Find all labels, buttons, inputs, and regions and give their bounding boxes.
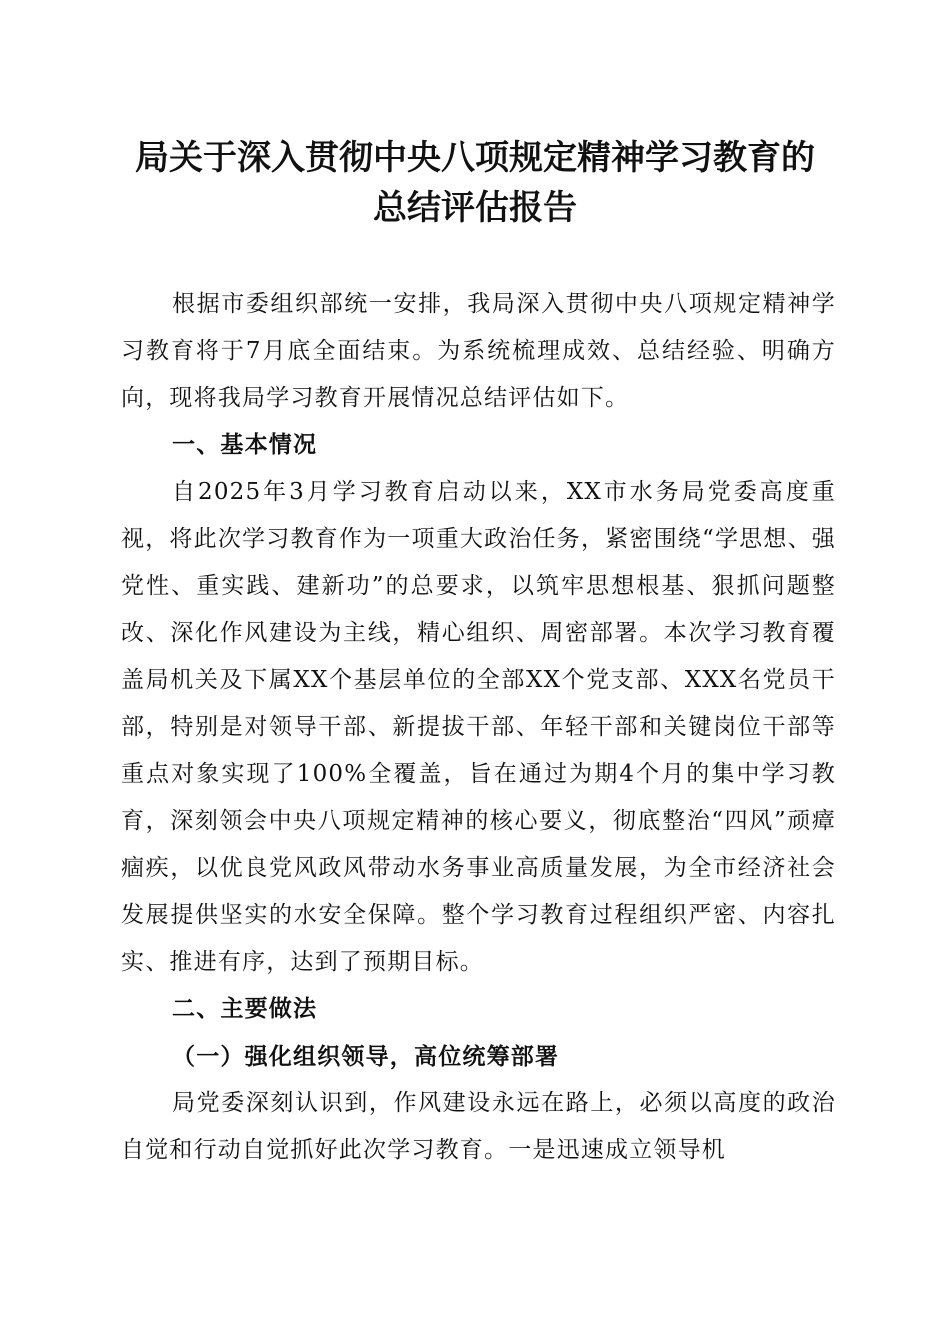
document-title-line-2: 总结评估报告 (373, 188, 577, 228)
section-2-heading: 二、主要做法 (172, 996, 318, 1022)
section-2-sub-1-paragraph: 局党委深刻认识到，作风建设永远在路上，必须以高度的政治自觉和行动自觉抓好此次学习教育。一是迅速成立领导机 (121, 1090, 836, 1163)
section-1-heading: 一、基本情况 (172, 432, 318, 458)
section-1-paragraph: 自2025年3月学习教育启动以来，XX市水务局党委高度重视，将此次学习教育作为一项重大政治任务，紧密围绕“学思想、强党性、重实践、建新功”的总要求，以筑牢思想根基、狠抓问题整改、深化作风建设为主线，精心组织、周密部署。本次学习教育覆盖局机关及下属XX个基层单位的全部XX个党支部、XXX名党员干部，特别是对领导干部、新提拔干部、年轻干部和关键岗位干部等重点对象实现了100%全覆盖，旨在通过为期4个月的集中学习教育，深刻领会中央八项规定精神的核心要义，彻底整治“四风”顽瘴痼疾，以优良党风政风带动水务事业高质量发展，为全市经济社会发展提供坚实的水安全保障。整个学习教育过程组织严密、内容扎实、推进有序，达到了预期目标。 (121, 479, 836, 975)
section-2-subheading-1: （一）强化组织领导，高位统筹部署 (172, 1043, 560, 1070)
document-body (121, 281, 836, 1174)
document-title-line-1: 局关于深入贯彻中央八项规定精神学习教育的 (135, 138, 815, 178)
intro-paragraph: 根据市委组织部统一安排，我局深入贯彻中央八项规定精神学习教育将于7月底全面结束。为系统梳理成效、总结经验、明确方向，现将我局学习教育开展情况总结评估如下。 (121, 291, 836, 411)
